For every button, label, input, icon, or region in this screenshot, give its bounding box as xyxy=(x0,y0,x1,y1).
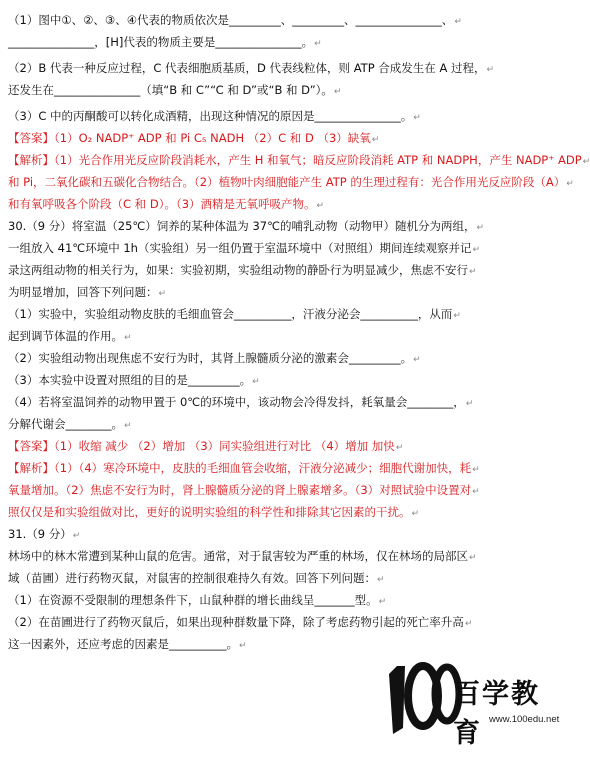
paragraph-mark-icon: ↵ xyxy=(472,245,481,255)
paragraph-mark-icon: ↵ xyxy=(124,333,132,343)
answer-line xyxy=(8,174,574,192)
answer-line xyxy=(8,196,324,214)
text-line xyxy=(8,548,477,566)
line-text: （4）若将室温饲养的动物甲置于 0℃的环境中，该动物会冷得发抖，耗氧量会________， xyxy=(8,395,465,409)
line-text: 【答案】（1）O₂ NADP⁺ ADP 和 Pi C₅ NADH （2）C 和 D （3）缺氧 xyxy=(8,131,371,145)
line-text: 31.（9 分） xyxy=(8,527,72,541)
paragraph-mark-icon: ↵ xyxy=(377,575,385,585)
answer-line xyxy=(8,438,403,456)
line-text: 和 Pi，二氧化碳和五碳化合物结合。（2）植物叶肉细胞能产生 ATP 的生理过程有：光合作用光反应阶段（A） xyxy=(8,175,566,189)
text-line xyxy=(8,416,132,434)
line-text: 分解代谢会________。 xyxy=(8,417,123,431)
text-line xyxy=(8,570,385,588)
line-text: 为明显增加，回答下列问题： xyxy=(8,285,158,299)
paragraph-mark-icon: ↵ xyxy=(465,399,474,409)
paragraph-mark-icon: ↵ xyxy=(413,355,421,365)
text-line xyxy=(8,350,421,368)
answer-line xyxy=(8,152,590,170)
text-line xyxy=(8,218,484,236)
line-text: （1）图中①、②、③、④代表的物质依次是_________、_________、_______________、 xyxy=(8,13,454,27)
line-text: （2）B 代表一种反应过程，C 代表细胞质基质，D 代表线粒体，则 ATP 合成发生在 A 过程， xyxy=(8,61,486,75)
text-line xyxy=(8,108,421,126)
text-line xyxy=(8,34,322,52)
text-line xyxy=(8,372,260,390)
text-line xyxy=(8,306,461,324)
text-line xyxy=(8,614,472,632)
answer-line xyxy=(8,460,480,478)
paragraph-mark-icon: ↵ xyxy=(371,135,380,145)
logo-brand-text: 百学教育 xyxy=(453,679,540,749)
text-line xyxy=(8,592,386,610)
paragraph-mark-icon: ↵ xyxy=(411,509,420,519)
text-line xyxy=(8,526,80,544)
line-text: 这一因素外，还应考虑的因素是__________。 xyxy=(8,637,238,651)
paragraph-mark-icon: ↵ xyxy=(252,377,260,387)
paragraph-mark-icon: ↵ xyxy=(472,487,480,497)
paragraph-mark-icon: ↵ xyxy=(472,465,480,475)
line-text: 林场中的林木常遭到某种山鼠的危害。通常，对于鼠害较为严重的林场，仅在林场的局部区 xyxy=(8,549,468,563)
answer-line xyxy=(8,482,480,500)
paragraph-mark-icon: ↵ xyxy=(395,443,404,453)
paragraph-mark-icon: ↵ xyxy=(453,311,461,321)
line-text: （3）C 中的丙酮酸可以转化成酒精，出现这种情况的原因是_______________。 xyxy=(8,109,413,123)
line-text: （2）实验组动物出现焦虑不安行为时，其肾上腺髓质分泌的激素会_________。 xyxy=(8,351,413,365)
line-text: （3）本实验中设置对照组的目的是_________。 xyxy=(8,373,252,387)
paragraph-mark-icon: ↵ xyxy=(378,597,387,607)
line-text: 【解析】（1）（4）寒冷环境中，皮肤的毛细血管会收缩，汗液分泌减少；细胞代谢加快，耗 xyxy=(8,461,472,475)
paragraph-mark-icon: ↵ xyxy=(476,223,485,233)
text-line xyxy=(8,60,494,78)
watermark-logo xyxy=(383,658,560,749)
paragraph-mark-icon: ↵ xyxy=(469,267,477,277)
text-line xyxy=(8,262,477,280)
paragraph-mark-icon: ↵ xyxy=(469,553,477,563)
paragraph-mark-icon: ↵ xyxy=(464,619,473,629)
logo-site-url: www.100edu.net xyxy=(489,714,560,725)
text-line xyxy=(8,328,132,346)
line-text: 【答案】（1）收缩 减少 （2）增加 （3）同实验组进行对比 （4）增加 加快 xyxy=(8,439,395,453)
line-text: 起到调节体温的作用。 xyxy=(8,329,123,343)
paragraph-mark-icon: ↵ xyxy=(486,65,495,75)
paragraph-mark-icon: ↵ xyxy=(158,289,167,299)
paragraph-mark-icon: ↵ xyxy=(314,39,322,49)
line-text: 30.（9 分）将室温（25℃）饲养的某种体温为 37℃的哺乳动物（动物甲）随机分为两组， xyxy=(8,219,476,233)
paragraph-mark-icon: ↵ xyxy=(239,641,247,651)
paragraph-mark-icon: ↵ xyxy=(72,531,81,541)
line-text: 一组放入 41℃环境中 1h（实验组）另一组仍置于室温环境中（对照组）期间连续观察并记 xyxy=(8,241,472,255)
paragraph-mark-icon: ↵ xyxy=(333,87,342,97)
text-line xyxy=(8,284,166,302)
answer-line xyxy=(8,504,419,522)
logo-100-mark xyxy=(383,658,463,742)
line-text: _______________，[H]代表的物质主要是_______________。 xyxy=(8,35,314,49)
line-text: （1）实验中，实验组动物皮肤的毛细血管会__________，汗液分泌会__________，从而 xyxy=(8,307,453,321)
text-line xyxy=(8,636,247,654)
paragraph-mark-icon: ↵ xyxy=(316,201,325,211)
text-line xyxy=(8,82,341,100)
line-text: 照仅仅是和实验组做对比，更好的说明实验组的科学性和排除其它因素的干扰。 xyxy=(8,505,411,519)
text-line xyxy=(8,394,473,412)
line-text: 【解析】（1）光合作用光反应阶段消耗水，产生 H 和氧气；暗反应阶段消耗 ATP 和 NADPH，产生 NADP⁺ ADP xyxy=(8,153,582,167)
line-text: 录这两组动物的相关行为，如果：实验初期，实验组动物的静卧行为明显减少，焦虑不安行 xyxy=(8,263,468,277)
paragraph-mark-icon: ↵ xyxy=(124,421,132,431)
answer-line xyxy=(8,130,379,148)
line-text: 和有氧呼吸各个阶段（C 和 D）。（3）酒精是无氧呼吸产物。 xyxy=(8,197,316,211)
line-text: 还发生在_______________（填“B 和 C”“C 和 D”或“B 和 D”）。 xyxy=(8,83,333,97)
paragraph-mark-icon: ↵ xyxy=(582,157,590,167)
line-text: （1）在资源不受限制的理想条件下，山鼠种群的增长曲线呈_______型。 xyxy=(8,593,378,607)
text-line xyxy=(8,12,462,30)
line-text: 氧量增加。（2）焦虑不安行为时，肾上腺髓质分泌的肾上腺素增多。（3）对照试验中设置对 xyxy=(8,483,472,497)
line-text: （2）在苗圃进行了药物灭鼠后，如果出现种群数量下降，除了考虑药物引起的死亡率升高 xyxy=(8,615,464,629)
line-text: 域（苗圃）进行药物灭鼠，对鼠害的控制很难持久有效。回答下列问题： xyxy=(8,571,376,585)
text-line xyxy=(8,240,480,258)
paragraph-mark-icon: ↵ xyxy=(454,17,462,27)
paragraph-mark-icon: ↵ xyxy=(566,179,574,189)
paragraph-mark-icon: ↵ xyxy=(413,113,421,123)
